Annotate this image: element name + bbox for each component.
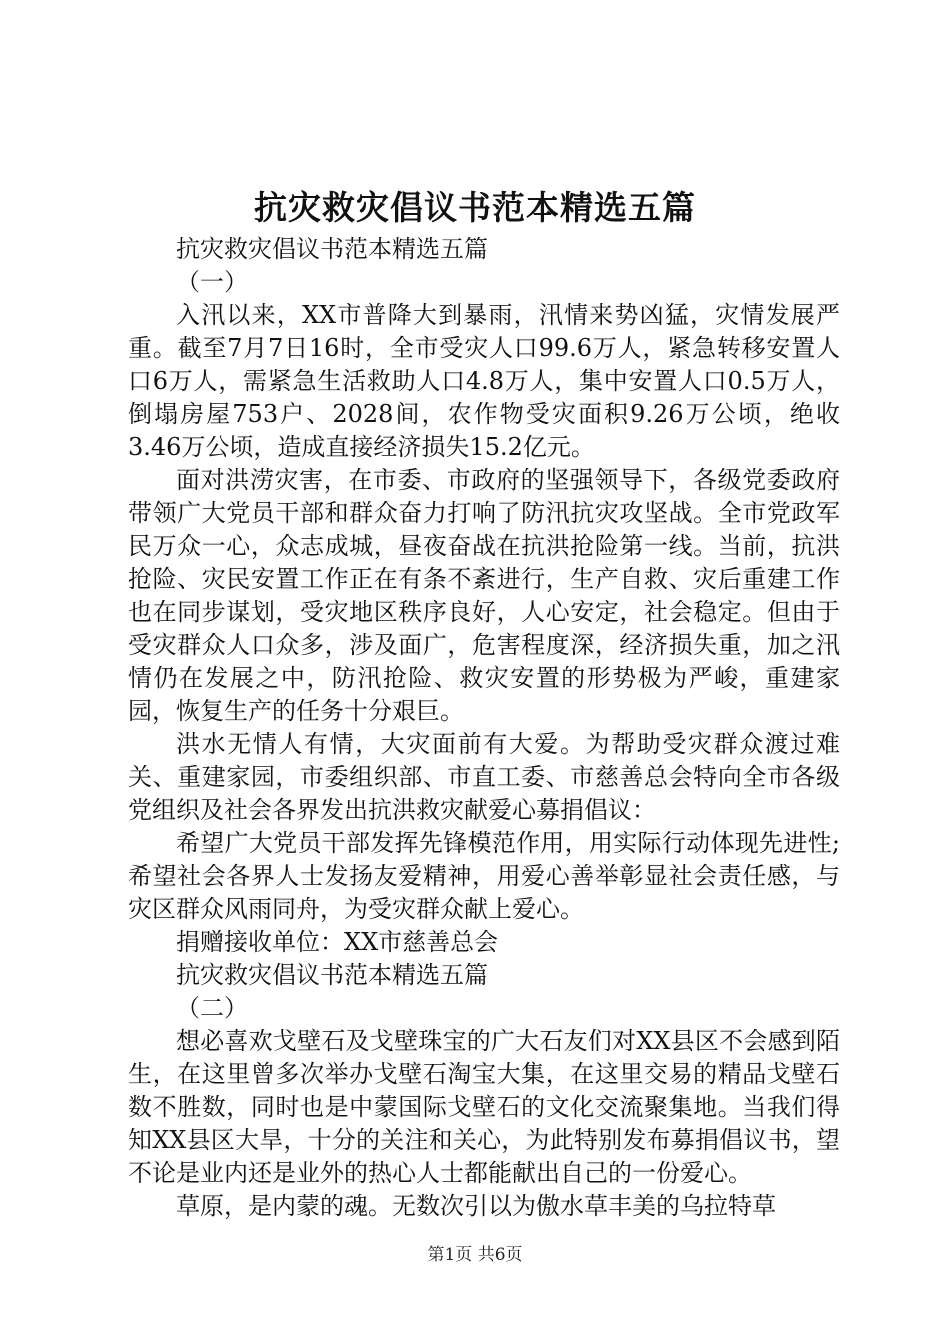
paragraph: 面对洪涝灾害，在市委、市政府的坚强领导下，各级党委政府带领广大党员干部和群众奋力打响了防汛抗灾攻坚战。全市党政军民万众一心，众志成城，昼夜奋战在抗洪抢险第一线。当前，抗洪抢险、灾民安置工作正在有条不紊进行，生产自救、灾后重建工作也在同步谋划，受灾地区秩序良好，人心安定，社会稳定。但由于受灾群众人口众多，涉及面广，危害程度深，经济损失重，加之汛情仍在发展之中，防汛抢险、救灾安置的形势极为严峻，重建家园，恢复生产的任务十分艰巨。 [128, 466, 840, 725]
donation-recipient: 捐赠接收单位：XX市慈善总会 [176, 928, 499, 956]
subheading: 抗灾救灾倡议书范本精选五篇 [176, 235, 488, 263]
paragraph: 草原，是内蒙的魂。无数次引以为傲水草丰美的乌拉特草 [176, 1192, 776, 1220]
paragraph: 想必喜欢戈壁石及戈壁珠宝的广大石友们对XX县区不会感到陌生，在这里曾多次举办戈壁石淘宝大集，在这里交易的精品戈壁石数不胜数，同时也是中蒙国际戈壁石的文化交流聚集地。当我们得知XX县区大旱，十分的关注和关心，为此特别发布募捐倡议书，望不论是业内还是业外的热心人士都能献出自己的一份爱心。 [128, 1027, 840, 1187]
document-body [128, 233, 840, 1223]
paragraph: 洪水无情人有情，大灾面前有大爱。为帮助受灾群众渡过难关、重建家园，市委组织部、市直工委、市慈善总会特向全市各级党组织及社会各界发出抗洪救灾献爱心募捐倡议： [128, 730, 840, 824]
section-number: （二） [176, 994, 248, 1022]
subheading: 抗灾救灾倡议书范本精选五篇 [176, 961, 488, 989]
document-title: 抗灾救灾倡议书范本精选五篇 [254, 188, 696, 227]
page-footer: 第1页 共6页 [427, 1245, 523, 1265]
section-number: （一） [176, 268, 248, 296]
paragraph: 希望广大党员干部发挥先锋模范作用，用实际行动体现先进性;希望社会各界人士发扬友爱精神，用爱心善举彰显社会责任感，与灾区群众风雨同舟，为受灾群众献上爱心。 [128, 829, 840, 923]
paragraph: 入汛以来，XX市普降大到暴雨，汛情来势凶猛，灾情发展严重。截至7月7日16时，全市受灾人口99.6万人，紧急转移安置人口6万人，需紧急生活救助人口4.8万人，集中安置人口0.5万人，倒塌房屋753户、2028间，农作物受灾面积9.26万公顷，绝收3.46万公顷，造成直接经济损失15.2亿元。 [128, 301, 840, 461]
